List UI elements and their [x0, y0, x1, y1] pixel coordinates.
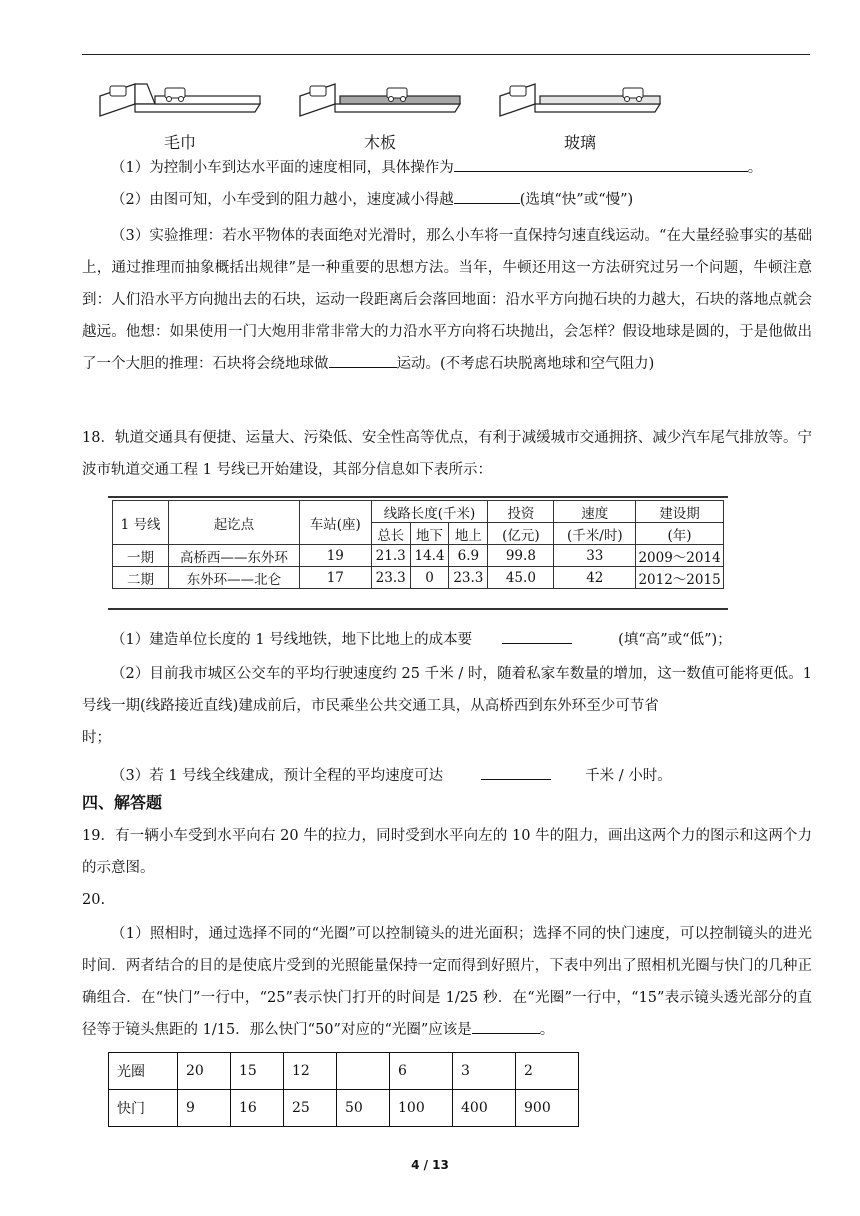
q17-part3-end: 运动。(不考虑石块脱离地球和空气阻力) [396, 356, 655, 372]
answer-blank[interactable] [481, 765, 551, 781]
table-cell: 一期 [113, 545, 169, 567]
table-cell: 20 [178, 1053, 231, 1090]
q18-part3 [82, 760, 812, 792]
table-header: 地下 [410, 523, 449, 545]
table-cell: 2012～2015 [636, 567, 724, 589]
q18-part2-end: 时； [82, 730, 111, 746]
ramp-glass-diagram [495, 78, 665, 128]
figure-label-towel: 毛巾 [163, 133, 196, 152]
table-cell: 25 [284, 1090, 337, 1127]
q18-part2-text: （2）目前我市城区公交车的平均行驶速度约 25 千米 / 时，随着私家车数量的增加，这一数值可能将更低。1 号线一期(线路接近直线)建成前后，市民乘坐公共交通工具，从高桥西到东外环至少可节省 [82, 666, 812, 714]
q18-intro: 18．轨道交通具有便捷、运量大、污染低、安全性高等优点，有利于减缓城市交通拥挤、减少汽车尾气排放等。宁波市轨道交通工程 1 号线已开始建设，其部分信息如下表所示： [82, 430, 812, 478]
table-cell: 12 [284, 1053, 337, 1090]
figure-board [295, 78, 465, 156]
table-header: 车站(座) [299, 501, 371, 545]
q17-part1-end: 。 [747, 160, 763, 176]
table-cell: 42 [554, 567, 636, 589]
table-row-label: 快门 [109, 1090, 178, 1127]
figure-label-glass: 玻璃 [563, 133, 596, 152]
q18-part3-end: 千米 / 小时。 [585, 768, 672, 784]
table-cell [337, 1053, 390, 1090]
q20-part1-end: 。 [539, 1022, 555, 1038]
q18-part3-text: （3）若 1 号线全线建成，预计全程的平均速度可达 [111, 768, 444, 784]
rail-info-table [112, 500, 724, 589]
table-cell: 21.3 [371, 545, 410, 567]
table-header: 速度 [554, 501, 636, 523]
q17-part3 [82, 220, 812, 380]
q20-number: 20. [82, 892, 106, 908]
section-heading: 四、解答题 [82, 793, 163, 812]
table-row-label: 光圈 [109, 1053, 178, 1090]
table-cell: 50 [337, 1090, 390, 1127]
table-cell: 6 [390, 1053, 453, 1090]
table-header: 起讫点 [169, 501, 300, 545]
table-cell: 23.3 [449, 567, 488, 589]
table-cell: 33 [554, 545, 636, 567]
table-header: 地上 [449, 523, 488, 545]
table-cell: 二期 [113, 567, 169, 589]
q18-part1 [82, 624, 812, 656]
table-header: 线路长度(千米) [371, 501, 487, 523]
table-row [109, 1053, 579, 1090]
figure-glass [495, 78, 665, 156]
table-cell: 9 [178, 1090, 231, 1127]
header-rule [82, 54, 810, 55]
table-cell: 99.8 [488, 545, 554, 567]
table-cell: 400 [453, 1090, 516, 1127]
table-cell: 3 [453, 1053, 516, 1090]
ramp-towel-diagram [95, 78, 265, 128]
table-cell: 15 [231, 1053, 284, 1090]
q19-text: 19．有一辆小车受到水平向右 20 牛的拉力，同时受到水平向左的 10 牛的阻力，画出这两个力的图示和这两个力的示意图。 [82, 828, 812, 876]
table-cell: 东外环——北仑 [169, 567, 300, 589]
q17-part2-text: （2）由图可知，小车受到的阻力越小，速度减小得越 [111, 192, 454, 208]
experiment-figures [95, 78, 675, 156]
answer-blank[interactable] [454, 157, 748, 173]
table-cell: 0 [410, 567, 449, 589]
table-row [109, 1090, 579, 1127]
q20-part1-text: （1）照相时，通过选择不同的“光圈”可以控制镜头的进光面积；选择不同的快门速度，可以控制镜头的进光时间．两者结合的目的是使底片受到的光照能量保持一定而得到好照片，下表中列出了照相机光圈与快门的几种正确组合．在“快门”一行中，“25”表示快门打开的时间是 1/25 秒．在“光圈”一行中，“15”表示镜头透光部分的直径等于镜头焦距的 1/15．那么快门“50”对应的“光圈”应该是 [82, 926, 812, 1038]
table-cell: 45.0 [488, 567, 554, 589]
table-cell: 16 [231, 1090, 284, 1127]
camera-table [108, 1052, 579, 1127]
table-cell: 23.3 [371, 567, 410, 589]
answer-blank[interactable] [472, 1019, 540, 1035]
table-cell: 2 [516, 1053, 579, 1090]
table-cell: 17 [299, 567, 371, 589]
figure-towel [95, 78, 265, 156]
answer-blank[interactable] [502, 629, 572, 645]
q20-part1 [82, 918, 812, 1046]
table-cell: 2009～2014 [636, 545, 724, 567]
q17-part1 [82, 152, 812, 184]
table-header: 建设期 [636, 501, 724, 523]
q17-part1-text: （1）为控制小车到达水平面的速度相同，具体操作为 [111, 160, 454, 176]
page-number: 4 / 13 [411, 1158, 449, 1172]
table-cell: 19 [299, 545, 371, 567]
table-cell: 900 [516, 1090, 579, 1127]
answer-blank[interactable] [329, 353, 397, 369]
q17-part2-end: (选填“快”或“慢”) [519, 192, 634, 208]
q18-part2 [82, 658, 812, 754]
q18-part1-end: (填“高”或“低”)； [618, 632, 732, 648]
table-row [113, 567, 724, 589]
q17-part2 [82, 184, 812, 216]
table-header: 投资 [488, 501, 554, 523]
q18-part1-text: （1）建造单位长度的 1 号线地铁，地下比地上的成本要 [111, 632, 473, 648]
table-header: (年) [636, 523, 724, 545]
table-header: 1 号线 [113, 501, 169, 545]
table-row [113, 545, 724, 567]
table-cell: 6.9 [449, 545, 488, 567]
table-cell: 100 [390, 1090, 453, 1127]
answer-blank[interactable] [454, 189, 520, 205]
table-cell: 14.4 [410, 545, 449, 567]
q17-part3-text: （3）实验推理：若水平物体的表面绝对光滑时，那么小车将一直保持匀速直线运动。“在大量经验事实的基础上，通过推理而抽象概括出规律”是一种重要的思想方法。当年，牛顿还用这一方法研究过另一个问题，牛顿注意到：人们沿水平方向抛出去的石块，运动一段距离后会落回地面：沿水平方向抛石块的力越大，石块的落地点就会越远。他想：如果使用一门大炮用非常非常大的力沿水平方向将石块抛出，会怎样？假设地球是圆的，于是他做出了一个大胆的推理：石块将会绕地球做 [82, 228, 812, 372]
table-cell: 高桥西——东外环 [169, 545, 300, 567]
table-header: (亿元) [488, 523, 554, 545]
table-header: 总长 [371, 523, 410, 545]
ramp-board-diagram [295, 78, 465, 128]
table-header: (千米/时) [554, 523, 636, 545]
figure-label-board: 木板 [363, 133, 396, 152]
